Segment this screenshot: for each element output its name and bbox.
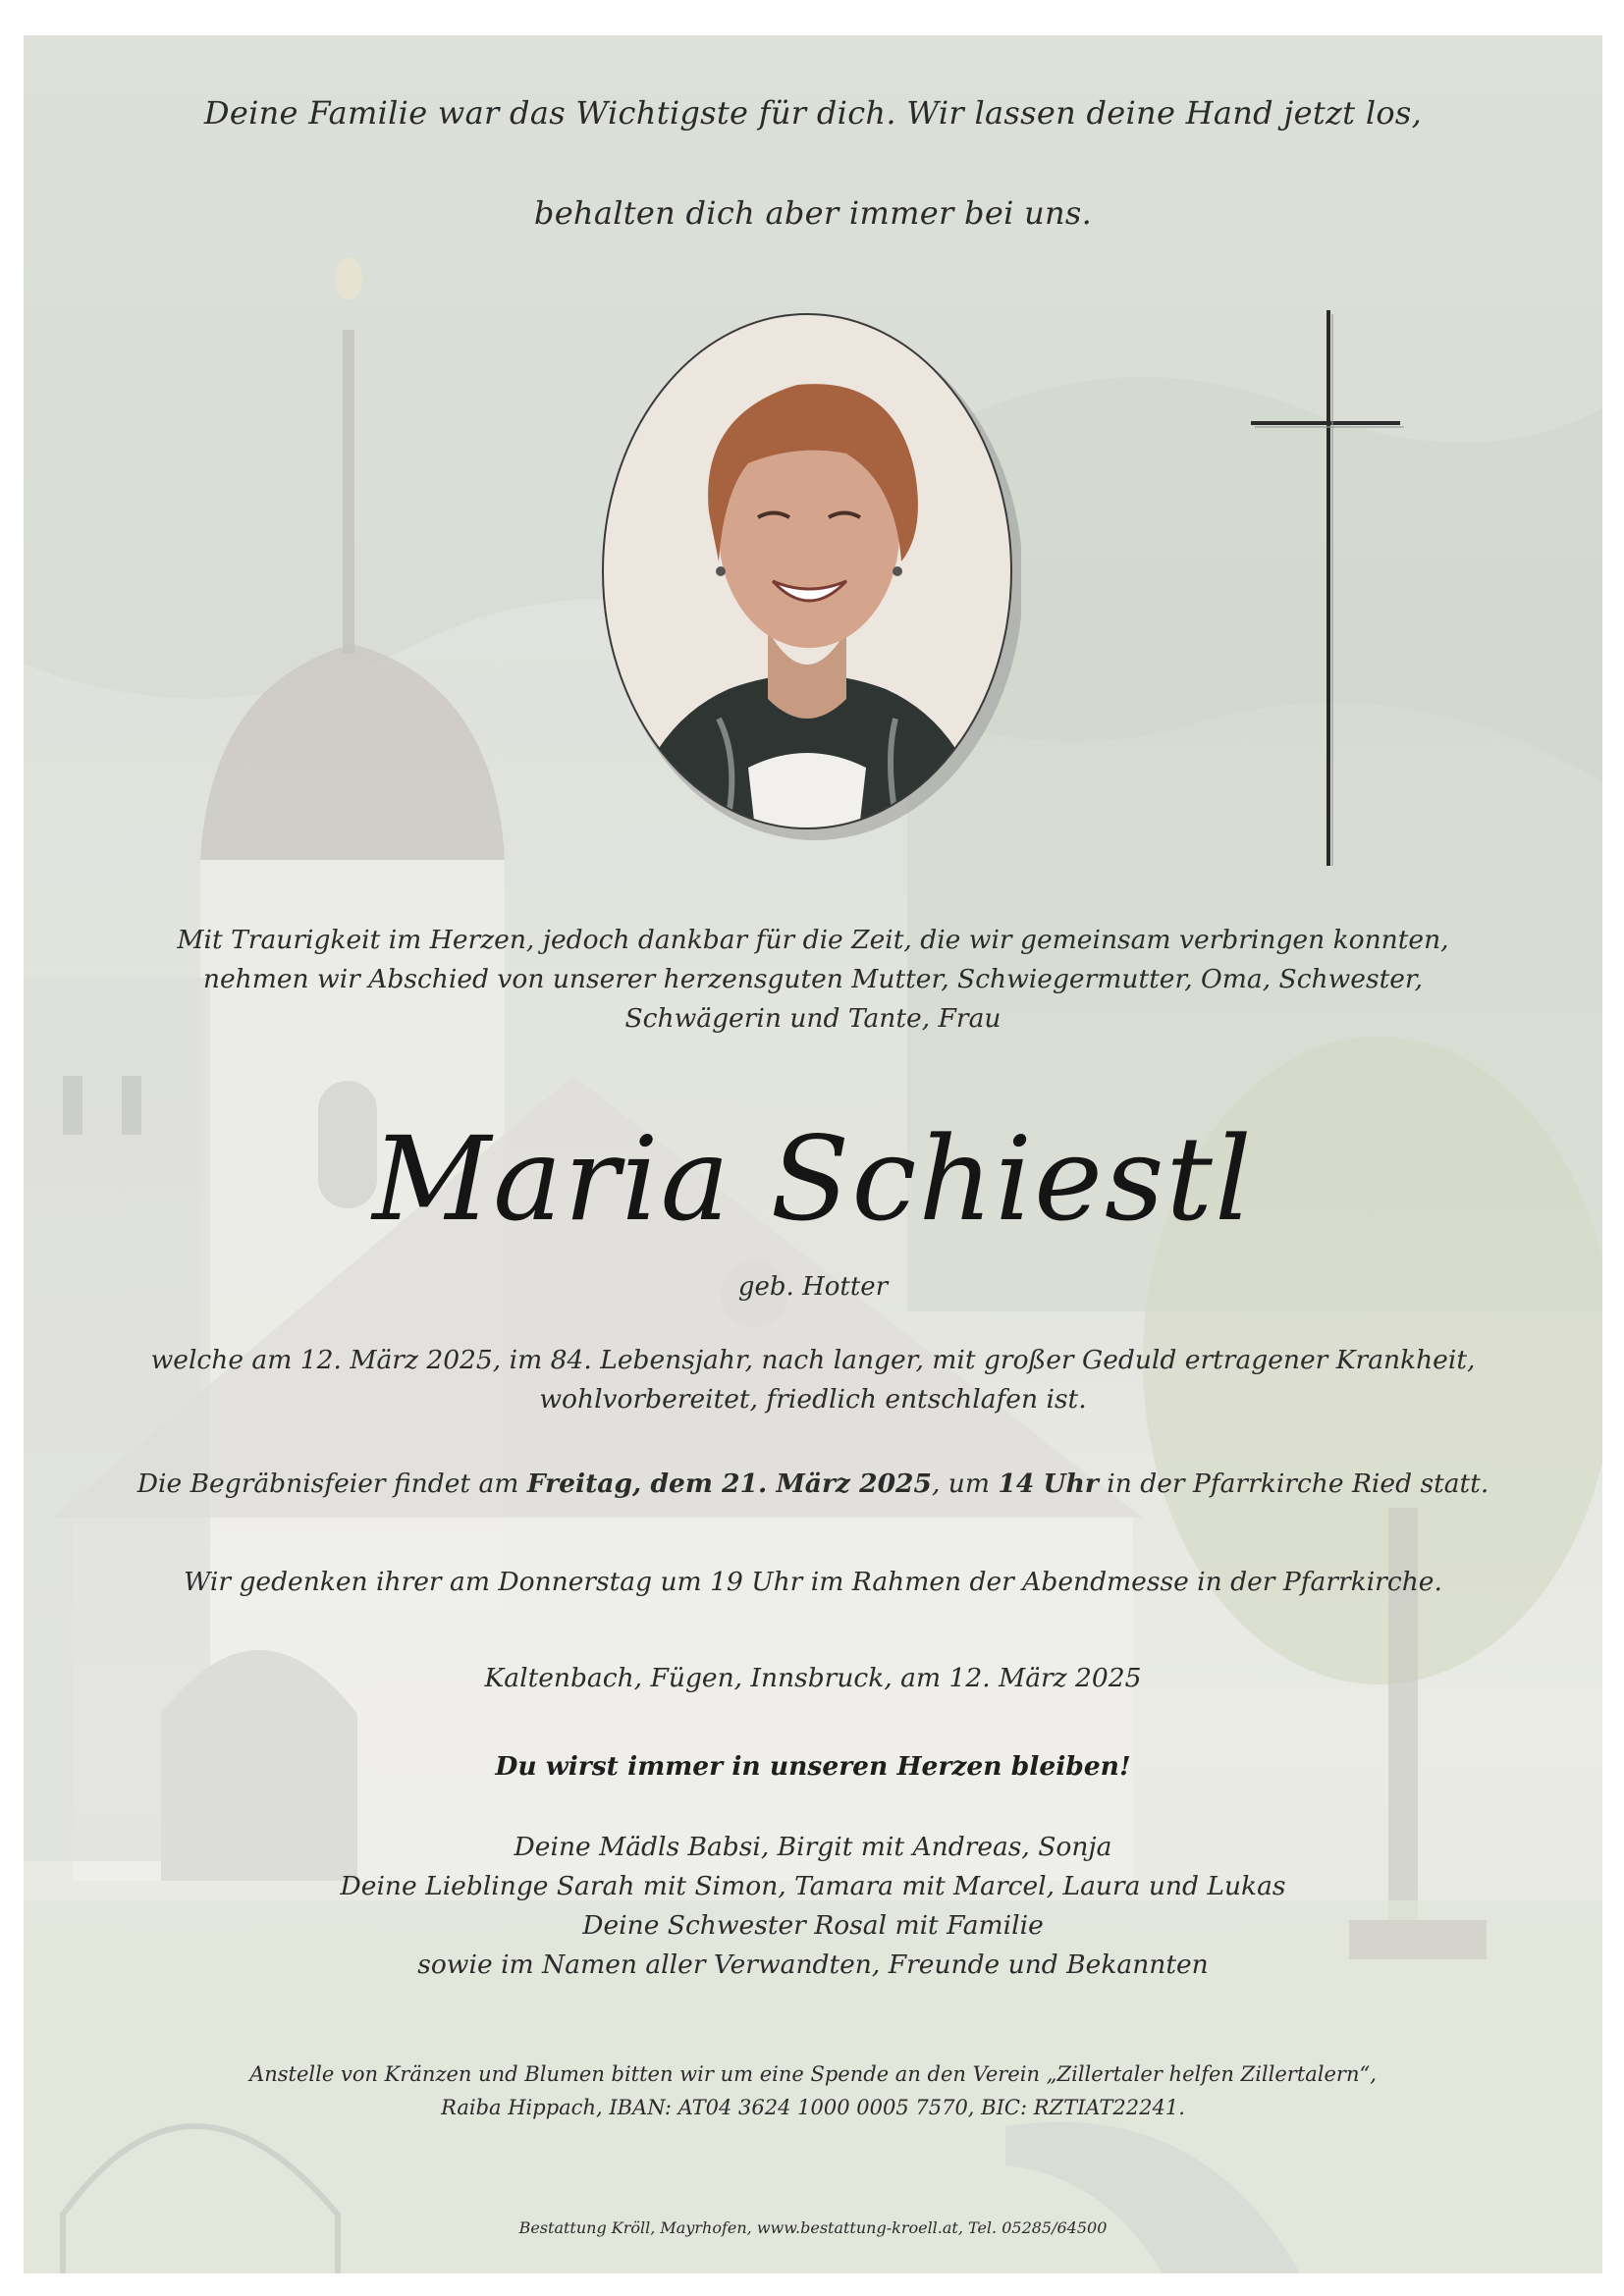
mourners-list: [24, 1828, 1602, 1985]
funeral-info: [24, 1465, 1602, 1504]
mourner-line: Deine Mädls Babsi, Birgit mit Andreas, Sonja: [514, 1832, 1112, 1862]
mourner-line: sowie im Namen aller Verwandten, Freunde und Bekannten: [417, 1949, 1209, 1980]
mourner-line: Deine Schwester Rosal mit Familie: [582, 1910, 1044, 1941]
closing-line: Du wirst immer in unseren Herzen bleiben!: [495, 1751, 1131, 1782]
funeral-home-footer: Bestattung Kröll, Mayrhofen, www.bestattung-kroell.at, Tel. 05285/64500: [518, 2218, 1108, 2237]
intro-line-1: Mit Traurigkeit im Herzen, jedoch dankbar für die Zeit, die wir gemeinsam verbringen konnten,: [177, 925, 1449, 955]
death-notice: [24, 1341, 1602, 1419]
intro-line-3: Schwägerin und Tante, Frau: [624, 1003, 1001, 1034]
remembrance-mass: Wir gedenken ihrer am Donnerstag um 19 Uhr im Rahmen der Abendmesse in der Pfarrkirche.: [184, 1567, 1442, 1597]
intro-line-2: nehmen wir Abschied von unserer herzensguten Mutter, Schwiegermutter, Oma, Schwester,: [202, 964, 1424, 994]
death-notice-line-2: wohlvorbereitet, friedlich entschlafen ist.: [539, 1384, 1087, 1415]
parte-content: [24, 35, 1602, 2273]
funeral-post: in der Pfarrkirche Ried statt.: [1098, 1468, 1489, 1499]
motto-line-2: behalten dich aber immer bei uns.: [533, 194, 1093, 232]
motto-line-1: Deine Familie war das Wichtigste für dich. Wir lassen deine Hand jetzt los,: [203, 94, 1423, 132]
funeral-mid: , um: [931, 1468, 999, 1499]
intro-text: [24, 921, 1602, 1039]
death-notice-line-1: welche am 12. März 2025, im 84. Lebensjahr, nach langer, mit großer Geduld ertragener Krankheit,: [150, 1345, 1476, 1375]
funeral-time: 14 Uhr: [998, 1468, 1099, 1499]
deceased-name: Maria Schiestl: [372, 1111, 1254, 1247]
donation-note: [24, 2057, 1602, 2124]
donation-line-1: Anstelle von Kränzen und Blumen bitten wir um eine Spende an den Verein „Zillertaler helfen Zillertalern“,: [249, 2062, 1377, 2086]
mourner-line: Deine Lieblinge Sarah mit Simon, Tamara mit Marcel, Laura und Lukas: [340, 1871, 1286, 1901]
portrait-photo: [601, 306, 1021, 856]
place-date: Kaltenbach, Fügen, Innsbruck, am 12. März 2025: [484, 1663, 1142, 1693]
maiden-name: geb. Hotter: [737, 1272, 889, 1302]
cross-icon: [1251, 310, 1408, 868]
funeral-date: Freitag, dem 21. März 2025: [526, 1468, 932, 1499]
funeral-pre: Die Begräbnisfeier findet am: [136, 1468, 527, 1499]
donation-line-2: Raiba Hippach, IBAN: AT04 3624 1000 0005 7570, BIC: RZTIAT22241.: [441, 2096, 1185, 2119]
